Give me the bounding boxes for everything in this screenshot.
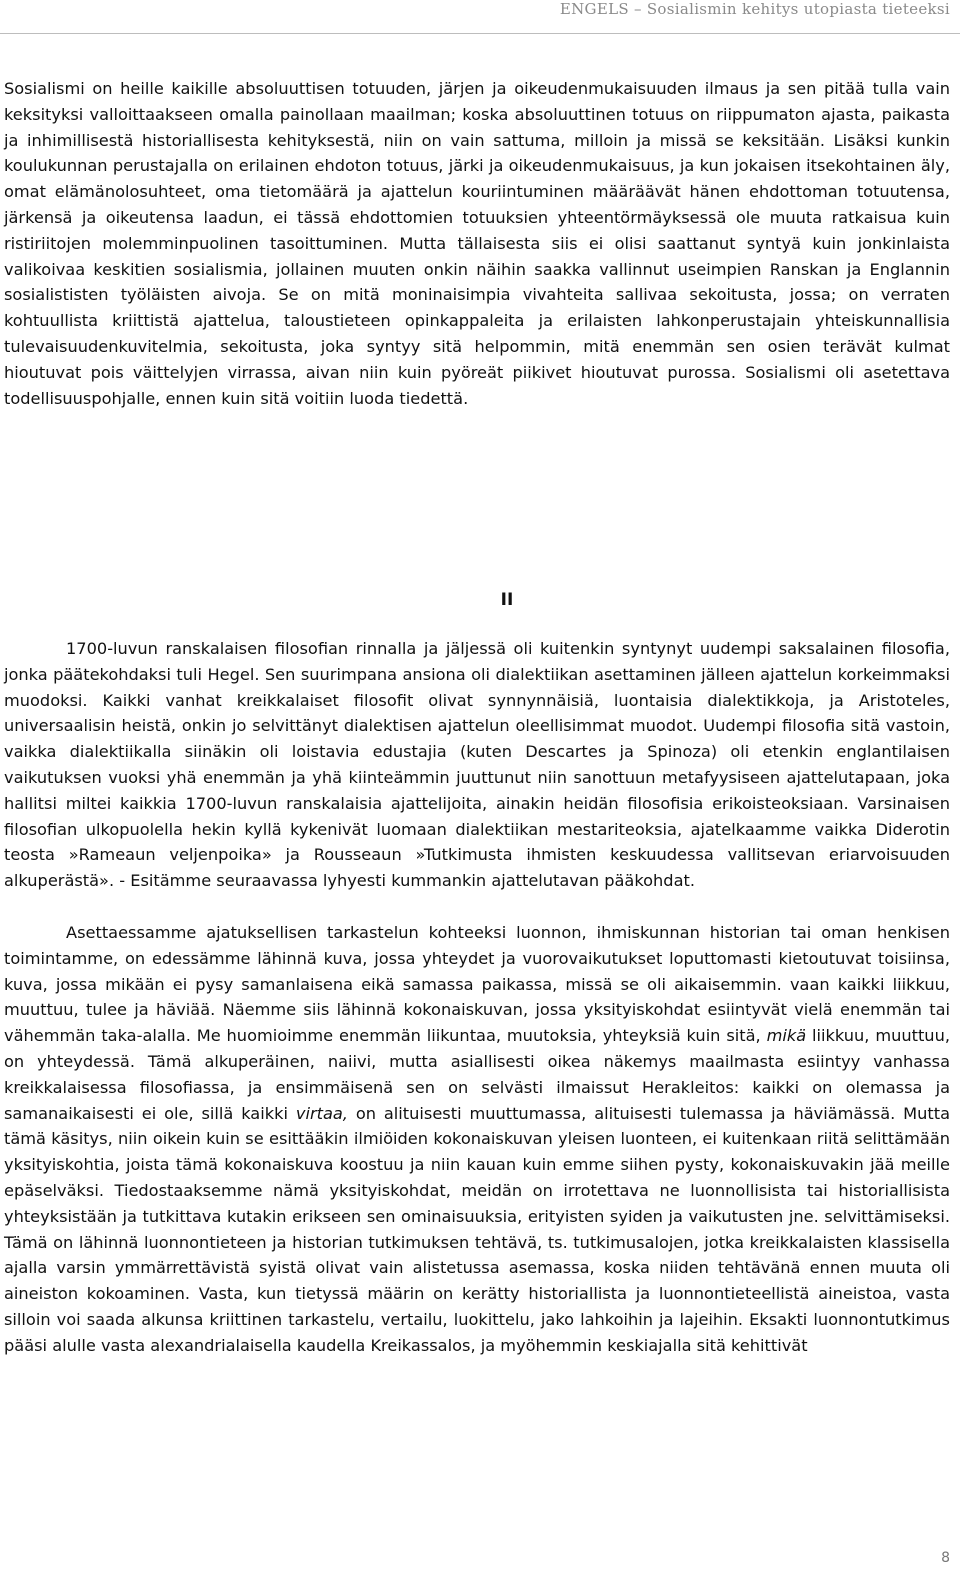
paragraph-continuation: Sosialismi on heille kaikille absoluuttisen totuuden, järjen ja oikeudenmukaisuuden ilmaus ja sen pitää tulla vain keksityksi valloittaakseen omalla painollaan maailman; koska absoluuttinen totuus on riippumaton ajasta, paikasta ja inhimillisestä historiallisesta kehityksestä, niin on vain sattuma, milloin ja missä se keksitään. Lisäksi kunkin koulukunnan perustajalla on erilainen ehdoton totuus, järki ja oikeudenmukaisuus, ja kun jokaisen itsekohtainen äly, omat elämänolosuhteet, oma tietomäärä ja ajattelun kouriintuminen määräävät hänen ehdottoman totuutensa, järkensä ja oikeutensa laadun, ei tässä ehdottomien totuuksien yhteentörmäyksessä ole muuta ratkaisua kuin ristiriitojen molemminpuolinen tasoittuminen. Mutta tällaisesta siis ei olisi saattanut syntyä kuin jonkinlaista valikoivaa keskitien sosialismia, jollainen muuten onkin näihin saakka vallinnut useimpien Ranskan ja Englannin sosialististen työläisten aivoja. Se on mitä moninaisimpia vivahteita sallivaa sekoitusta, jossa; on verraten kohtuullista kriittistä ajattelua, taloustieteen opinkappaleita ja erilaisten lahkonperustajain yhteiskunnallisia tulevaisuudenkuvitelmia, sekoitusta, joka syntyy sitä helpommin, mitä enemmän sen osien terävät kulmat hioutuvat pois väittelyjen virrassa, aivan niin kuin pyöreät piikivet hioutuvat purossa. Sosialismi oli asetettava todellisuuspohjalle, ennen kuin sitä voitiin luoda tiedettä. xyxy=(4,79,950,408)
paragraph-1: 1700-luvun ranskalaisen filosofian rinnalla ja jäljessä oli kuitenkin syntynyt uudempi saksalainen filosofia, jonka päätekohdaksi tuli Hegel. Sen suurimpana ansiona oli dialektiikan asettaminen jälleen ajattelun korkeimmaksi muodoksi. Kaikki vanhat kreikkalaiset filosofit olivat synnynnäisiä, luontaisia dialektikkoja, ja Aristoteles, universaalisin heistä, onkin jo selvittänyt dialektisen ajattelun oleellisimmat muodot. Uudempi filosofia sitä vastoin, vaikka dialektiikalla siinäkin oli loistavia edustajia (kuten Descartes ja Spinoza) oli etenkin englantilaisen vaikutuksen vuoksi yhä enemmän ja yhä kiinteämmin juuttunut niin sanottuun metafyysiseen ajattelutapaan, joka hallitsi miltei kaikkia 1700-luvun ranskalaisia ajattelijoita, ainakin heidän filosofisia erikoisteoksiaan. Varsinaisen filosofian ulkopuolella hekin kyllä kykenivät luomaan dialektiikan mestariteoksia, ajatelkaamme vaikka Diderotin teosta »Rameaun veljenpoika» ja Rousseaun »Tutkimusta ihmisten keskuudessa vallitsevan eriarvoisuuden alkuperästä». - Esitämme seuraavassa lyhyesti kummankin ajattelutavan pääkohdat. xyxy=(4,639,950,891)
paragraph-2-part-3: on alituisesti muuttumassa, alituisesti tulemassa ja häviämässä. Mutta tämä käsitys, niin oikein kuin se esittääkin ilmiöiden kokonaiskuvan yleisen luonteen, ei kuitenkaan riitä selittämään yksityiskohtia, joista tämä kokonaiskuva koostuu ja niin kauan kuin emme siihen pysty, kokonaiskuvakin jää meille epäselväksi. Tiedostaaksemme nämä yksityiskohdat, meidän on irrotettava ne luonnollisista tai historiallisista yhteyksistään ja tutkittava kutakin erikseen sen ominaisuuksia, erityisten syiden ja vaikutusten jne. selvittämiseksi. Tämä on lähinnä luonnontieteen ja historian tutkimuksen tehtävä, ts. tutkimusalojen, jotka kreikkalaisten klassisella ajalla varsin ymmärrettävistä syistä olivat vain alistetussa asemassa, koska niiden tehtävänä ennen muuta oli aineiston kokoaminen. Vasta, kun tietyssä määrin on kerätty historiallista ja luonnontieteellistä aineistoa, vasta silloin voi saada alkunsa kriittinen tarkastelu, vertailu, luokittelu, jako lahkoihin ja lajeihin. Eksakti luonnontutkimus pääsi alulle vasta alexandrialaisella kaudella Kreikassalos, ja myöhemmin keskiajalla sitä kehittivät xyxy=(4,1103,950,1355)
paragraph-2 xyxy=(4,920,950,1359)
header-divider xyxy=(0,33,960,34)
section-body xyxy=(4,636,950,1359)
emphasis-mika: mikä xyxy=(766,1026,807,1046)
page-number: 8 xyxy=(941,1550,950,1566)
emphasis-virtaa: virtaa, xyxy=(295,1103,348,1123)
continued-text xyxy=(4,76,950,411)
section-heading: II xyxy=(500,590,514,610)
running-header: ENGELS – Sosialismin kehitys utopiasta tieteeksi xyxy=(559,0,950,18)
paragraph-2-part-2: liikkuu, muuttuu, on yhteydessä. Tämä alkuperäinen, naiivi, mutta asiallisesti oikea näkemys maailmasta esiintyy vanhassa kreikkalaisessa filosofiassa, ja ensimmäisenä sen on selvästi ilmaissut Herakleitos: kaikki on olemassa ja samanaikaisesti ei ole, sillä kaikki xyxy=(4,1026,950,1123)
paragraph-2-part-1: Asettaessamme ajatuksellisen tarkastelun kohteeksi luonnon, ihmiskunnan historian tai oman henkisen toimintamme, on edessämme lähinnä kuva, jossa yhteydet ja vuorovaikutukset loputtomasti kietoutuvat toisiinsa, kuva, jossa mikään ei pysy samanlaisena eikä samassa paikassa, missä se oli aikaisemmin. vaan kaikki liikkuu, muuttuu, tulee ja häviää. Näemme siis lähinnä kokonaiskuvan, jossa yksityiskohdat esiintyvät vielä enemmän tai vähemmän taka-alalla. Me huomioimme enemmän liikuntaa, muutoksia, yhteyksiä kuin sitä, xyxy=(4,922,950,1046)
paragraph-spacer xyxy=(4,894,950,920)
